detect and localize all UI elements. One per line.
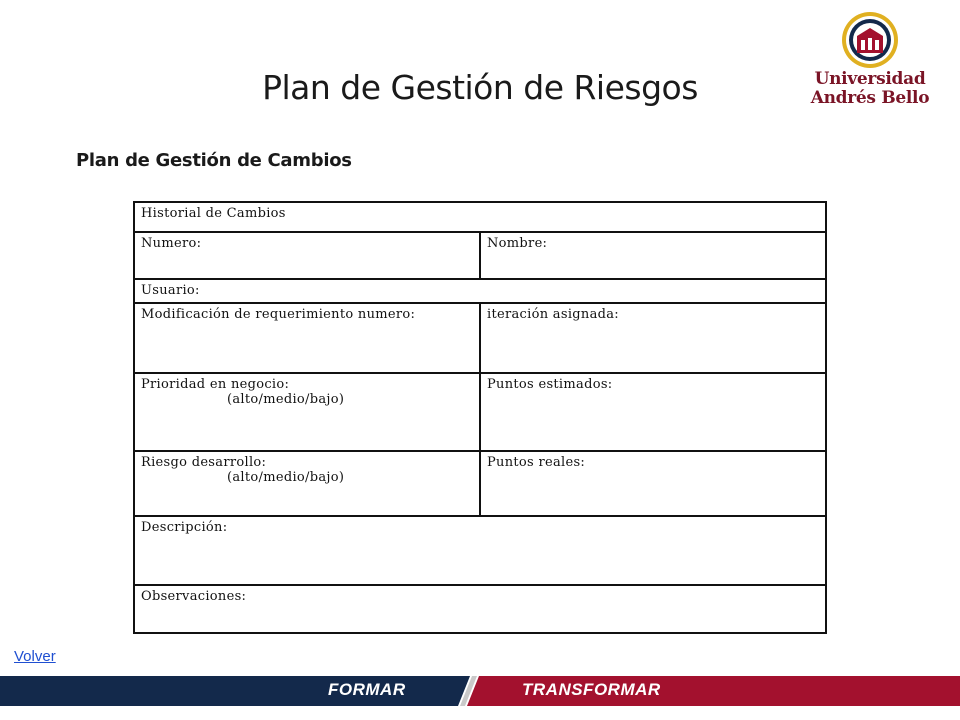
prioridad-options: (alto/medio/bajo)	[227, 392, 345, 407]
footer-transformar: TRANSFORMAR	[522, 680, 661, 699]
riesgo-label: Riesgo desarrollo:	[141, 455, 267, 470]
logo-line-1: Universidad	[814, 69, 926, 89]
university-crest-icon	[840, 10, 900, 70]
prioridad-label: Prioridad en negocio:	[141, 377, 290, 392]
prioridad-field	[134, 373, 480, 451]
section-subtitle: Plan de Gestión de Cambios	[76, 150, 352, 171]
riesgo-options: (alto/medio/bajo)	[227, 470, 345, 485]
descripcion-field: Descripción:	[134, 516, 826, 585]
modificacion-field: Modificación de requerimiento numero:	[134, 303, 480, 373]
volver-link[interactable]: Volver	[14, 648, 56, 665]
usuario-field: Usuario:	[134, 279, 826, 303]
iteracion-field: iteración asignada:	[480, 303, 826, 373]
footer-banner	[0, 676, 960, 706]
puntos-estimados-field: Puntos estimados:	[480, 373, 826, 451]
logo-line-2: Andrés Bello	[810, 88, 930, 108]
historial-header: Historial de Cambios	[134, 202, 826, 232]
page-title: Plan de Gestión de Riesgos	[262, 68, 698, 107]
numero-field: Numero:	[134, 232, 480, 279]
footer-formar: FORMAR	[328, 680, 406, 699]
nombre-field: Nombre:	[480, 232, 826, 279]
footer-stripes	[0, 676, 960, 706]
puntos-reales-field: Puntos reales:	[480, 451, 826, 516]
riesgo-field	[134, 451, 480, 516]
change-history-form	[133, 201, 827, 634]
logo-text	[806, 70, 934, 108]
observaciones-field: Observaciones:	[134, 585, 826, 633]
university-logo	[806, 8, 934, 120]
